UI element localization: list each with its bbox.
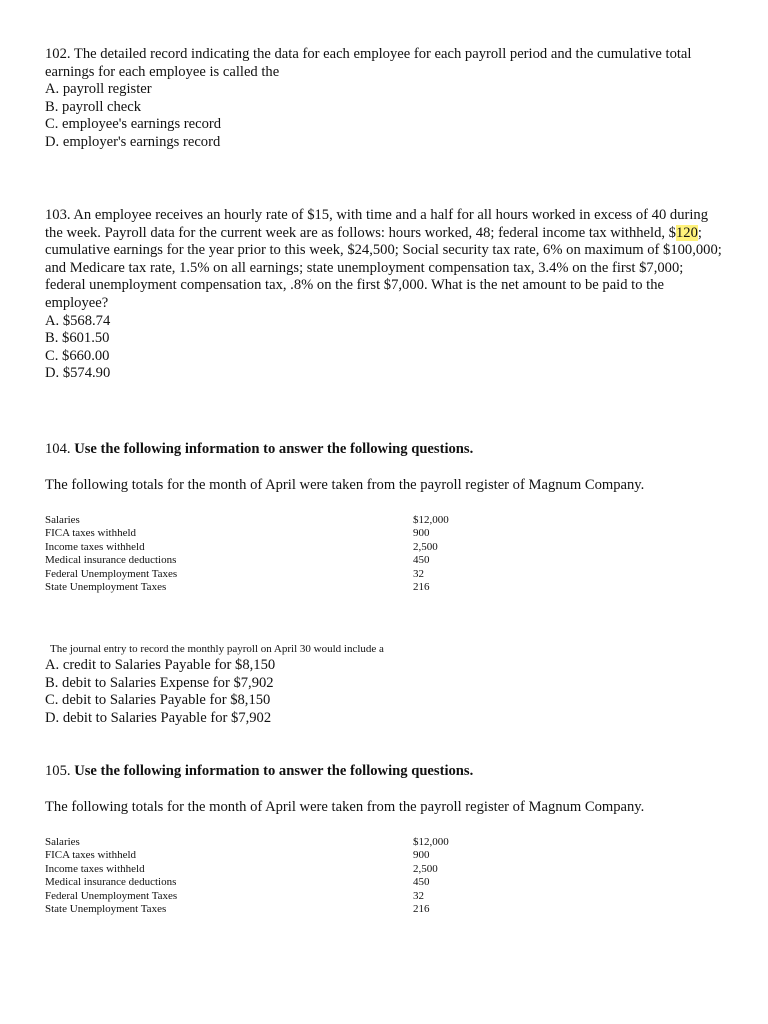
question-105-instruction: Use the following information to answer the following questions. <box>74 763 474 779</box>
row-label: Medical insurance deductions <box>45 876 177 889</box>
table-row <box>45 581 465 594</box>
question-104-prompt: The journal entry to record the monthly payroll on April 30 would include a <box>50 643 384 655</box>
row-amount: 450 <box>413 876 430 889</box>
question-104-heading <box>45 441 473 459</box>
table-row <box>45 836 465 849</box>
row-label: Federal Unemployment Taxes <box>45 889 178 902</box>
option-b: B. $601.50 <box>45 330 110 347</box>
row-label: State Unemployment Taxes <box>45 581 167 594</box>
table-row <box>45 876 465 889</box>
option-a: A. $568.74 <box>45 312 111 329</box>
row-amount: 32 <box>413 567 424 580</box>
row-label: FICA taxes withheld <box>45 849 137 862</box>
row-label: FICA taxes withheld <box>45 527 137 540</box>
row-amount: 32 <box>413 889 424 902</box>
question-103-options <box>45 313 725 383</box>
question-105-payroll-table <box>45 836 465 916</box>
question-104-intro: The following totals for the month of April were taken from the payroll register of Magnum Company. <box>45 477 645 493</box>
question-103-text <box>45 207 725 313</box>
option-d: D. $574.90 <box>45 365 111 382</box>
question-103-text-before: 103. An employee receives an hourly rate of $15, with time and a half for all hours worked in excess of 40 during the week. Payroll data for the current week are as follows: hours worked, 48; federal income tax withheld, $ <box>45 207 709 241</box>
table-row <box>45 849 465 862</box>
row-label: Federal Unemployment Taxes <box>45 567 178 580</box>
row-amount: 216 <box>413 903 430 916</box>
table-row <box>45 568 465 581</box>
table-row <box>45 527 465 540</box>
option-c: C. $660.00 <box>45 347 110 364</box>
row-amount: $12,000 <box>413 836 449 848</box>
option-d: D. debit to Salaries Payable for $7,902 <box>45 709 272 726</box>
row-amount: $12,000 <box>413 514 449 526</box>
question-104-number: 104. <box>45 441 71 457</box>
question-103 <box>45 207 725 383</box>
table-row <box>45 903 465 916</box>
row-amount: 2,500 <box>413 862 438 875</box>
row-label: Income taxes withheld <box>45 862 145 875</box>
question-102-text: 102. The detailed record indicating the data for each employee for each payroll period and the cumulative total earnings for each employee is called the <box>45 46 692 80</box>
row-amount: 216 <box>413 581 430 594</box>
option-a: A. payroll register <box>45 81 152 98</box>
option-d: D. employer's earnings record <box>45 133 221 150</box>
row-label: Medical insurance deductions <box>45 554 177 567</box>
question-105-intro: The following totals for the month of April were taken from the payroll register of Magnum Company. <box>45 799 645 815</box>
row-label: Salaries <box>45 836 80 848</box>
question-105-heading <box>45 763 473 781</box>
question-102 <box>45 46 725 152</box>
row-label: State Unemployment Taxes <box>45 903 167 916</box>
table-row <box>45 514 465 527</box>
table-row <box>45 863 465 876</box>
question-102-options <box>45 81 725 151</box>
row-amount: 450 <box>413 554 430 567</box>
question-104-payroll-table <box>45 514 465 594</box>
question-104-options <box>45 657 275 727</box>
table-row <box>45 890 465 903</box>
row-label: Income taxes withheld <box>45 540 145 553</box>
option-b: B. payroll check <box>45 98 142 115</box>
table-row <box>45 554 465 567</box>
row-amount: 900 <box>413 849 430 862</box>
option-c: C. employee's earnings record <box>45 116 222 133</box>
row-amount: 2,500 <box>413 540 438 553</box>
table-row <box>45 541 465 554</box>
highlighted-value: 120 <box>675 224 698 241</box>
row-amount: 900 <box>413 527 430 540</box>
question-105-number: 105. <box>45 763 71 779</box>
option-a: A. credit to Salaries Payable for $8,150 <box>45 657 276 673</box>
question-104-instruction: Use the following information to answer the following questions. <box>74 441 474 457</box>
question-103-text-after: ; cumulative earnings for the year prior to this week, $24,500; Social security tax rate, 6% on maximum of $100,000; and Medicare tax rate, 1.5% on all earnings; state unemployment compensation tax, 3.4% on the first $7,000; federal unemployment compensation tax, .8% on the first $7,000. What is the net amount to be paid to the employee? <box>45 224 722 311</box>
row-label: Salaries <box>45 514 80 526</box>
option-c: C. debit to Salaries Payable for $8,150 <box>45 692 271 709</box>
option-b: B. debit to Salaries Expense for $7,902 <box>45 674 274 691</box>
